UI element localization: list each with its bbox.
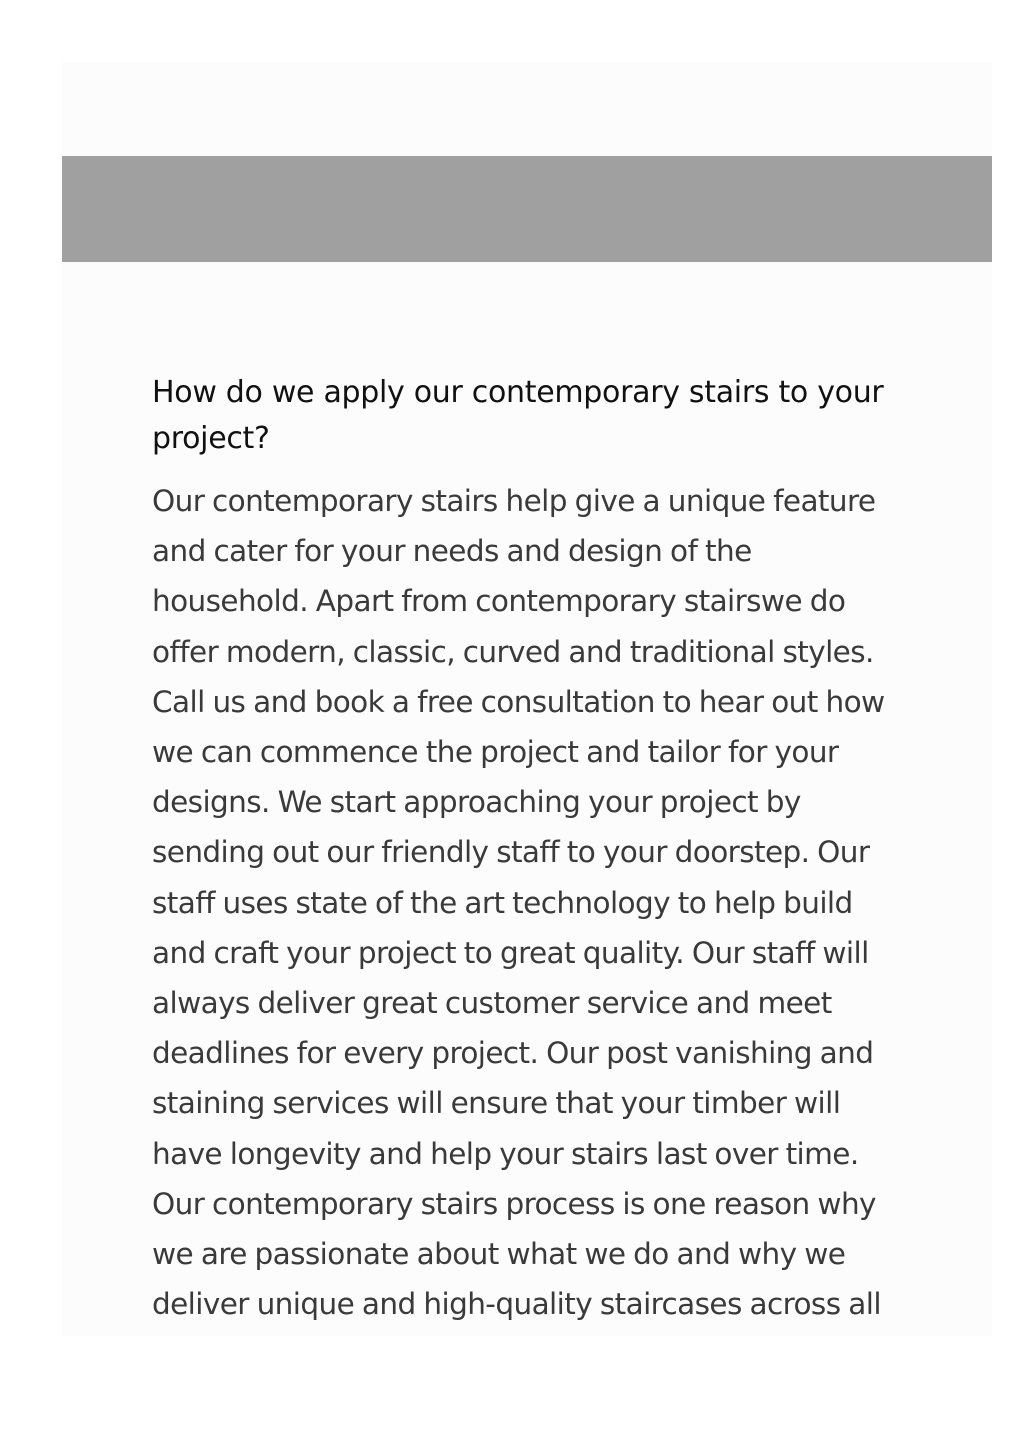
document-page xyxy=(62,62,992,1336)
article-body: Our contemporary stairs help give a unique feature and cater for your needs and design of the household. Apart from contemporary stairswe do offer modern, classic, curved and traditional styles. Call us and book a free consultation to hear out how we can commence the project and tailor for your designs. We start approaching your project by sending out our friendly staff to your doorstep. Our staff uses state of the art technology to help build and craft your project to great quality. Our staff will always deliver great customer service and meet deadlines for every project. Our post vanishing and staining services will ensure that your timber will have longevity and help your stairs last over time. Our contemporary stairs process is one reason why we are passionate about what we do and why we deliver unique and high-quality staircases across all xyxy=(152,484,885,1322)
article-content xyxy=(152,370,912,1329)
article-heading: How do we apply our contemporary stairs to your project? xyxy=(152,375,884,456)
header-banner xyxy=(62,156,992,262)
